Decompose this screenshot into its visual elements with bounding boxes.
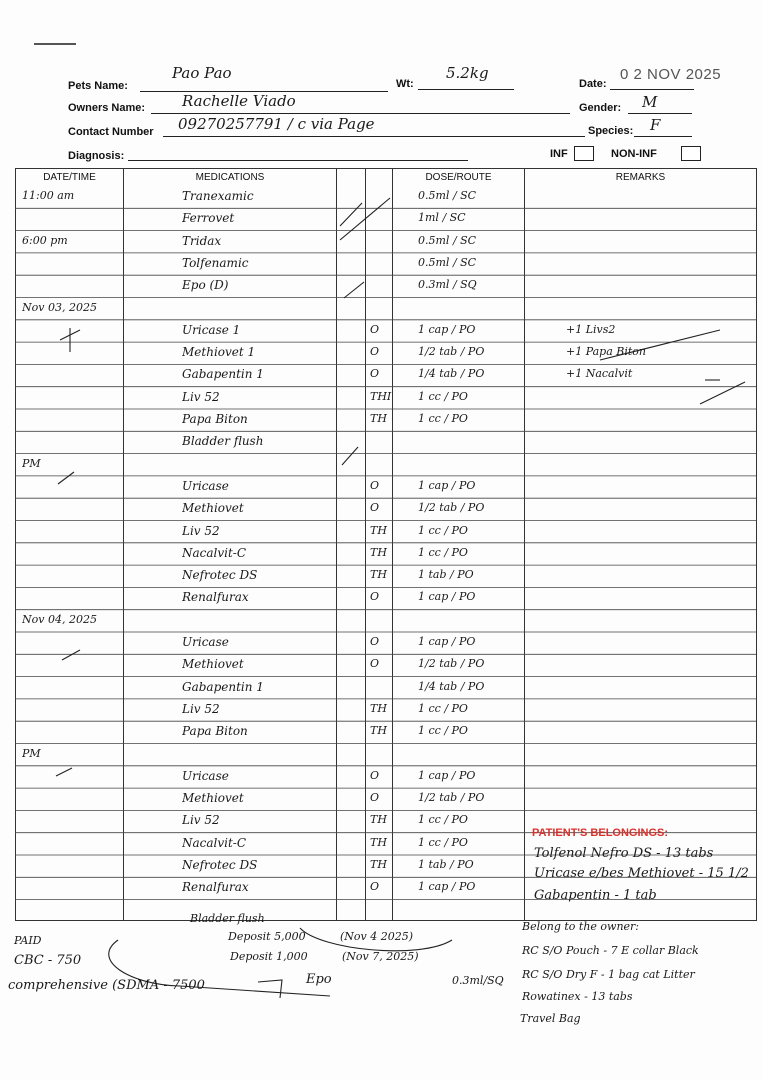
- date-stamp: 0 2 NOV 2025: [620, 66, 722, 83]
- dose-cell: 1 cc / PO: [418, 701, 468, 715]
- dose-cell: 1 cap / PO: [418, 768, 476, 782]
- mark-cell: O: [370, 657, 380, 671]
- date-cell: 6:00 pm: [22, 233, 68, 247]
- mark-cell: TH: [370, 412, 387, 425]
- dose-cell: 1 tab / PO: [418, 858, 474, 871]
- medication-cell: Tolfenamic: [182, 255, 249, 270]
- date-cell: PM: [22, 746, 41, 760]
- medication-cell: Methiovet: [182, 657, 244, 672]
- dose-cell: 0.5ml / SC: [418, 233, 477, 247]
- belongings-line-1: Tolfenol Nefro DS - 13 tabs: [534, 846, 714, 861]
- mark-cell: TH: [370, 835, 387, 849]
- mark-cell: TH: [370, 724, 387, 738]
- medication-cell: Bladder flush: [182, 434, 264, 449]
- non-inf-label: NON-INF: [611, 148, 657, 160]
- mark-cell: O: [370, 590, 380, 604]
- dose-cell: 1 tab / PO: [418, 568, 474, 582]
- medication-cell: Methiovet: [182, 501, 244, 516]
- pets-name-label: Pets Name:: [68, 80, 128, 92]
- medication-cell: Uricase: [182, 768, 229, 783]
- inf-label: INF: [550, 148, 568, 160]
- comprehensive-note: comprehensive (SDMA - 7500: [8, 978, 205, 993]
- mark-cell: O: [370, 478, 380, 492]
- mark-cell: O: [370, 501, 380, 515]
- dose-cell: 1 cap / PO: [418, 880, 476, 894]
- dose-cell: 1/2 tab / PO: [418, 657, 485, 671]
- mark-cell: TH: [370, 568, 387, 582]
- owners-name-label: Owners Name:: [68, 102, 146, 114]
- mark-cell: TH: [370, 701, 387, 715]
- date-cell: 11:00 am: [22, 189, 75, 202]
- mark-cell: TH: [370, 858, 387, 871]
- dose-cell: 1/2 tab / PO: [418, 345, 485, 359]
- dose-cell: 1 cc / PO: [418, 813, 468, 827]
- remark-cell: +1 Papa Biton: [566, 345, 647, 359]
- owners-name-value: Rachelle Viado: [182, 92, 296, 110]
- gender-label: Gender:: [579, 102, 622, 114]
- date-cell: Nov 04, 2025: [22, 612, 97, 626]
- medication-cell: Papa Biton: [182, 724, 248, 739]
- mark-cell: O: [370, 367, 380, 381]
- dose-cell: 1/4 tab / PO: [418, 679, 485, 693]
- deposit-1-date: (Nov 4 2025): [340, 930, 414, 943]
- gender-value: M: [642, 93, 658, 111]
- bladder-flush-note: Bladder flush: [190, 912, 265, 925]
- owner-item-2: RC S/O Dry F - 1 bag cat Litter: [522, 968, 695, 981]
- belongings-title: PATIENT'S BELONGINGS:: [532, 827, 669, 839]
- pets-name-value: Pao Pao: [172, 64, 232, 82]
- paid-note: PAID: [14, 934, 42, 947]
- medication-cell: Gabapentin 1: [182, 367, 264, 382]
- deposit-1: Deposit 5,000: [228, 930, 306, 943]
- header-date-time: DATE/TIME: [43, 172, 96, 183]
- dose-cell: 1/4 tab / PO: [418, 367, 485, 381]
- deposit-2: Deposit 1,000: [230, 950, 308, 963]
- dose-cell: 1/2 tab / PO: [418, 791, 485, 805]
- mark-cell: O: [370, 768, 380, 782]
- medication-cell: Liv 52: [182, 389, 220, 404]
- dose-cell: 1 cap / PO: [418, 478, 476, 492]
- date-cell: PM: [22, 456, 41, 470]
- dose-cell: 1 cap / PO: [418, 635, 476, 648]
- date-label: Date:: [579, 78, 607, 90]
- medication-cell: Methiovet: [182, 791, 244, 806]
- dose-cell: 0.5ml / SC: [418, 255, 477, 269]
- medication-cell: Renalfurax: [182, 880, 249, 895]
- medication-cell: Epo (D): [182, 278, 229, 293]
- mark-cell: O: [370, 345, 380, 359]
- medication-cell: Liv 52: [182, 701, 220, 716]
- contact-number-label: Contact Number: [68, 126, 154, 138]
- medication-cell: Uricase: [182, 635, 229, 649]
- medication-cell: Tranexamic: [182, 189, 254, 203]
- medication-cell: Liv 52: [182, 813, 220, 828]
- mark-cell: O: [370, 322, 380, 336]
- mark-cell: TH: [370, 813, 387, 827]
- medication-cell: Nacalvit-C: [182, 545, 247, 560]
- mark-cell: TH: [370, 545, 387, 559]
- dose-cell: 0.3ml / SQ: [418, 278, 477, 292]
- dose-cell: 1 cc / PO: [418, 412, 468, 425]
- dose-cell: 1 cc / PO: [418, 545, 468, 559]
- remark-cell: +1 Nacalvit: [566, 367, 633, 381]
- medication-cell: Nefrotec DS: [182, 568, 258, 583]
- medication-cell: Liv 52: [182, 523, 220, 538]
- dose-cell: 1 cc / PO: [418, 724, 468, 738]
- dose-cell: 1 cc / PO: [418, 835, 468, 849]
- belongings-line-2: Uricase e/bes Methiovet - 15 1/2: [534, 866, 749, 881]
- dose-cell: 1 cc / PO: [418, 523, 468, 537]
- mark-cell: O: [370, 635, 380, 648]
- wt-label: Wt:: [396, 78, 414, 90]
- owner-item-3: Rowatinex - 13 tabs: [522, 990, 633, 1003]
- owner-item-1: RC S/O Pouch - 7 E collar Black: [522, 944, 699, 957]
- medication-cell: Ferrovet: [182, 211, 235, 226]
- contact-number-value: 09270257791 / c via Page: [178, 115, 375, 133]
- deposit-2-date: (Nov 7, 2025): [342, 950, 419, 963]
- header-medications: MEDICATIONS: [195, 172, 265, 183]
- dose-cell: 1 cap / PO: [418, 590, 476, 604]
- mark-cell: THI: [370, 389, 392, 403]
- epo-note: Epo: [306, 972, 332, 987]
- date-cell: Nov 03, 2025: [22, 300, 97, 314]
- wt-value: 5.2kg: [446, 64, 489, 82]
- medication-cell: Renalfurax: [182, 590, 249, 605]
- dose-cell: 1 cap / PO: [418, 322, 476, 336]
- dose-note: 0.3ml/SQ: [452, 974, 504, 987]
- owner-note: Belong to the owner:: [522, 920, 640, 933]
- header-remarks: REMARKS: [615, 172, 666, 183]
- medication-cell: Papa Biton: [182, 412, 248, 426]
- medication-cell: Tridax: [182, 233, 222, 248]
- species-label: Species:: [588, 125, 634, 137]
- owner-item-4: Travel Bag: [520, 1012, 581, 1025]
- medication-cell: Gabapentin 1: [182, 679, 264, 694]
- dose-cell: 1/2 tab / PO: [418, 501, 485, 515]
- mark-cell: TH: [370, 523, 387, 537]
- medication-cell: Nefrotec DS: [182, 858, 258, 872]
- mark-cell: O: [370, 880, 380, 894]
- remark-cell: +1 Livs2: [566, 322, 616, 336]
- species-value: F: [650, 116, 661, 134]
- cbc-note: CBC - 750: [14, 953, 82, 968]
- dose-cell: 1 cc / PO: [418, 389, 468, 403]
- medication-cell: Nacalvit-C: [182, 835, 247, 850]
- header-dose-route: DOSE/ROUTE: [425, 172, 492, 183]
- medication-cell: Uricase 1: [182, 322, 241, 337]
- medication-cell: Uricase: [182, 478, 229, 493]
- dose-cell: 0.5ml / SC: [418, 189, 477, 202]
- diagnosis-label: Diagnosis:: [68, 150, 125, 162]
- medication-cell: Methiovet 1: [182, 345, 256, 360]
- dose-cell: 1ml / SC: [418, 211, 466, 225]
- belongings-line-3: Gabapentin - 1 tab: [534, 888, 657, 903]
- mark-cell: O: [370, 791, 380, 805]
